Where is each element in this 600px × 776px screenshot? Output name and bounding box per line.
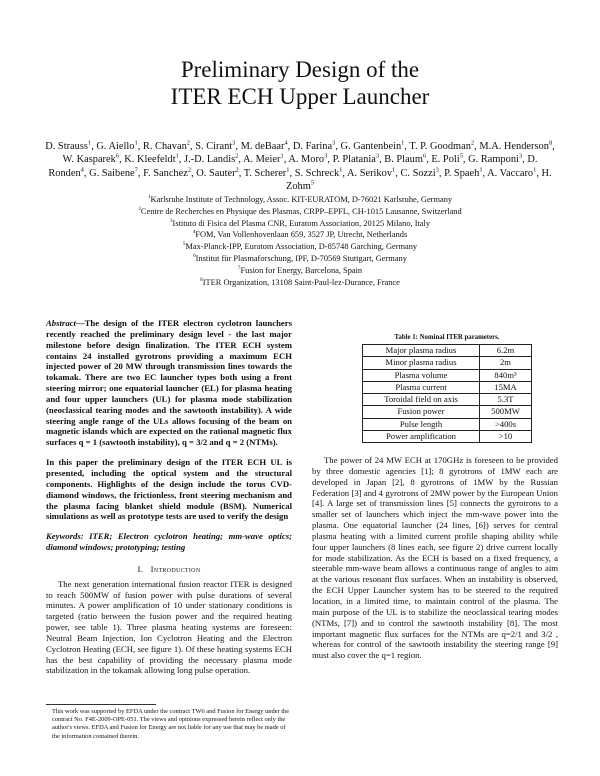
- author-affiliation-mark: 3: [518, 152, 523, 160]
- author-affiliation-mark: 1: [479, 166, 483, 174]
- affiliation-line: [40, 206, 560, 218]
- affiliation-text: Istituto di Fisica del Plasma CNR, Euratom Association, 20125 Milano, Italy: [172, 218, 431, 228]
- author-affiliation-mark: 5: [459, 152, 463, 160]
- parameter-label: Toroidal field on axis: [363, 394, 480, 406]
- author-affiliation-mark: 1: [392, 166, 396, 174]
- author-affiliation-mark: 1: [286, 166, 290, 174]
- author-name: A. Serikov: [347, 167, 393, 179]
- author-name: P. Platania: [332, 154, 376, 166]
- parameter-label: Plasma volume: [363, 369, 480, 381]
- author-name: D. Farina: [292, 141, 333, 152]
- affiliation-mark: 6: [193, 253, 196, 260]
- author-affiliation-mark: 1: [134, 139, 138, 147]
- author-affiliation-mark: 1: [339, 166, 343, 174]
- parameter-label: Major plasma radius: [363, 345, 480, 357]
- author-name: M.A. Henderson: [479, 141, 549, 152]
- affiliation-line: [40, 194, 560, 206]
- parameter-value: 500MW: [480, 406, 532, 418]
- author-affiliation-mark: 2: [187, 166, 192, 174]
- author-affiliation-mark: 7: [134, 166, 138, 174]
- affiliation-mark: 1: [147, 194, 151, 201]
- parameter-label: Power amplification: [363, 431, 480, 443]
- summary-paragraph: In this paper the preliminary design of the ITER ECH UL is presented, including the optical system and the structural components. Highlights of the design include the torus CVD-diamond windows, the frictionless, front steering mechanism and the plasma facing blanket shield module (BSM). Numerical simulations as well as prototype tests are used to verify the design: [46, 457, 292, 522]
- author-name: A. Moro: [288, 154, 325, 166]
- table-caption: Table 1: Nominal ITER parameters.: [394, 334, 500, 341]
- section-heading-introduction: [46, 564, 292, 575]
- title-line-2: ITER ECH Upper Launcher: [170, 84, 430, 109]
- table-row: [363, 394, 532, 406]
- author-name: M. deBaar: [240, 141, 285, 152]
- affiliation-text: Centre de Recherches en Physique des Plasmas, CRPP–EPFL, CH-1015 Lausanne, Switzerland: [140, 206, 462, 216]
- section-numeral: I.: [137, 563, 144, 574]
- affiliation-mark: 4: [192, 229, 196, 236]
- affiliation-mark: 2: [138, 206, 141, 212]
- affiliation-text: Fusion for Energy, Barcelona, Spain: [240, 265, 363, 275]
- author-affiliation-mark: 1: [533, 166, 537, 174]
- author-affiliation-mark: 3: [232, 139, 236, 147]
- table-row: [363, 418, 532, 430]
- parameter-value: 5.3T: [480, 394, 532, 406]
- affiliation-text: Institut für Plasmaforschung, IPF, D-70569 Stuttgart, Germany: [195, 253, 407, 263]
- author-affiliation-mark: 4: [80, 166, 84, 174]
- author-affiliation-mark: 2: [186, 139, 191, 147]
- author-name: O. Sauter: [196, 167, 236, 179]
- abstract-text: The design of the ITER electron cyclotron launchers recently reached the preliminary design level - the last major milestone before design finalization. The ITER ECH system contains 24 installed gyrotrons providing a maximum ECH injected power of 20 MW through transmission lines towards the tokamak. There are two EC launcher types both using a front steering mirror; one equatorial launcher (EL) for plasma heating and four upper launchers (UL) for plasma mode stabilization (neoclassical tearing modes and the sawtooth instability). A wide steering angle range of the ULs allows focusing of the beam on magnetic islands which are expected on the rational magnetic flux surfaces q = 1 (sawtooth instability), q = 3/2 and q = 2 (NTMs).: [46, 318, 292, 448]
- author-affiliation-mark: 1: [401, 139, 405, 147]
- affiliation-line: [40, 218, 560, 230]
- author-affiliation-mark: 1: [87, 139, 92, 147]
- parameter-value: 2m: [480, 357, 532, 369]
- author-affiliation-mark: 5: [310, 179, 315, 187]
- author-name: W. Kasparek: [62, 154, 116, 166]
- parameter-label: Plasma current: [363, 381, 480, 393]
- author-affiliation-mark: 2: [235, 152, 239, 160]
- right-column: [312, 455, 558, 661]
- affiliation-line: [40, 229, 560, 241]
- affiliation-mark: 8: [200, 276, 203, 283]
- affiliation-text: Max-Planck-IPP, Euratom Association, D-85748 Garching, Germany: [185, 242, 418, 252]
- paper-title: [0, 56, 600, 110]
- author-name: T. Scherer: [243, 167, 287, 179]
- author-name: F. Sanchez: [143, 167, 188, 179]
- author-affiliation-mark: 2: [235, 166, 239, 174]
- affiliation-line: [40, 241, 560, 253]
- author-name: P. Spaeh: [444, 167, 480, 179]
- footnote-divider: [46, 704, 156, 705]
- table-row: [363, 357, 532, 369]
- parameter-value: >10: [480, 431, 532, 443]
- affiliation-text: FOM, Van Vollenhovenlaan 659, 3527 JP, Utrecht, Netherlands: [195, 230, 408, 240]
- author-affiliation-mark: 3: [435, 166, 439, 174]
- author-name: A. Meier: [242, 154, 281, 166]
- parameter-value: 15MA: [480, 381, 532, 393]
- parameter-value: >400s: [480, 418, 532, 430]
- author-name: K. Kleefeldt: [124, 154, 176, 166]
- author-name: S. Schreck: [294, 167, 340, 179]
- affiliation-mark: 7: [237, 264, 241, 271]
- author-affiliation-mark: 3: [332, 139, 336, 147]
- author-name: R. Chavan: [142, 141, 187, 152]
- author-affiliation-mark: 3: [375, 152, 380, 160]
- table-row: [363, 381, 532, 393]
- author-list: D. Strauss$^1$, G. Aiello$^1$, R. Chavan$^2$, S. Cirant$^3$, M. deBaar$^4$, D. Farina$^3$, G. Gantenbein$^1$, T. P. Goodman$^2$, M.A. Henderson$^8$, W. Kasparek$^6$, K. Kleefeldt$^1$, J.-D. Landis$^2$, A. Meier$^1$, A. Moro$^3$, P. Platania$^3$, B. Plaum$^6$, E. Poli$^5$, G. Ramponi$^3$, D. Ronden$^4$, G. Saibene$^7$, F. Sanchez$^2$, O. Sauter$^2$, T. Scherer$^1$, S. Schreck$^1$, A. Serikov$^1$, C. Sozzi$^3$, P. Spaeh$^1$, A. Vaccaro$^1$, H. Zohm$^5$: [45, 139, 555, 192]
- title-line-1: Preliminary Design of the: [180, 57, 420, 82]
- author-affiliation-mark: 6: [422, 152, 427, 160]
- author-name: S. Cirant: [195, 141, 233, 152]
- footnote: This work was supported by EFDA under the contract TW6 and Fusion for Energy under the contract No. F4E-2009-OPE-051. The views and opinions expressed herein reflect only the author's views. EFDA and Fusion for Energy are not liable for any use that may be made of the information contained therein.: [52, 708, 290, 740]
- parameter-label: Minor plasma radius: [363, 357, 480, 369]
- author-name: G. Aiello: [96, 141, 135, 152]
- table-row: [363, 369, 532, 381]
- keywords: Keywords: ITER; Electron cyclotron heating; mm-wave optics; diamond windows; prototyping; testing: [46, 531, 292, 553]
- author-name: A. Vaccaro: [487, 167, 534, 179]
- parameter-label: Fusion power: [363, 406, 480, 418]
- affiliation-line: [40, 277, 560, 289]
- author-name: G. Gantenbein: [340, 141, 402, 152]
- author-affiliation-mark: 2: [470, 139, 475, 147]
- author-affiliation-mark: 1: [175, 152, 179, 160]
- affiliation-text: Karlsruhe Institute of Technology, Assoc. KIT-EURATOM, D-76021 Karlsruhe, Germany: [150, 195, 453, 204]
- author-name: D. Strauss: [45, 141, 88, 152]
- author-name: J.-D. Landis: [184, 154, 236, 166]
- author-affiliation-mark: 8: [548, 139, 553, 147]
- parameters-table: [362, 344, 532, 443]
- author-name: G. Ramponi: [468, 154, 519, 166]
- author-name: E. Poli: [431, 154, 460, 166]
- abstract: [46, 318, 292, 448]
- affiliation-mark: 3: [169, 217, 173, 224]
- author-affiliation-mark: 1: [280, 152, 284, 160]
- affiliation-text: ITER Organization, 13108 Saint-Paul-lez-Durance, France: [202, 277, 400, 287]
- parameter-value: 840m³: [480, 369, 532, 381]
- author-name: D. Ronden: [48, 154, 538, 179]
- affiliation-line: [40, 265, 560, 277]
- left-column: [46, 318, 292, 676]
- parameter-label: Pulse length: [363, 418, 480, 430]
- author-name: T. P. Goodman: [409, 141, 471, 152]
- parameters-table-block: [362, 334, 532, 443]
- author-affiliation-mark: 3: [324, 152, 328, 160]
- author-affiliation-mark: 4: [284, 139, 288, 147]
- table-row: [363, 345, 532, 357]
- table-row: [363, 431, 532, 443]
- affiliation-mark: 5: [182, 241, 186, 248]
- parameter-value: 6.2m: [480, 345, 532, 357]
- right-column-paragraph: The power of 24 MW ECH at 170GHz is foreseen to be provided by three domestic agencies [1]; 8 gyrotrons of 1MW each are developed in Japan [2], 8 gyrotrons of 1MW by the Russian Federation [3] and 4 gyrotrons of 2MW power by the European Union [4]. A large set of transmission lines [5] connects the gyrotrons to a smaller set of launchers which inject the mm-wave power into the plasma. One equatorial launcher (24 lines, [6]) serves for central plasma heating with a limited current profile shaping ability while four upper launchers (8 lines each, see figure 2) drive current locally for mode stabilization. As the ECH is based on a fixed frequency, a steerable mm-wave beam allows a continuous range of angles to aim at the various resonant flux surfaces. When an instability is observed, the ECH Upper Launcher system has to be steered to the required location, in a limited time, to maintain control of the plasma. The main purpose of the UL is to stabilize the neoclassical tearing modes (NTMs, [7]) and to control the sawtooth instability [8]. The most important magnetic flux surfaces for the NTMs are q=2/1 and 3/2 , whereas for control of the sawtooth instability the steering range [9] must also cover the q=1 region.: [312, 455, 558, 661]
- author-name: G. Saibene: [89, 167, 135, 179]
- section-title: Introduction: [150, 563, 201, 574]
- affiliation-line: [40, 253, 560, 265]
- introduction-paragraph: The next generation international fusion reactor ITER is designed to reach 500MW of fusion power with pulse durations of several minutes. A power amplification of 10 under stationary conditions is targeted (ratio between the fusion power and the required heating power, see table 1). Three plasma heating systems are foreseen: Neutral Beam Injection, Ion Cyclotron Heating and the Electron Cyclotron Heating (ECH, see figure 1). Of these heating systems ECH has the best capability of providing the necessary plasma mode stabilization in the tokamak allowing long pulse operation.: [46, 578, 292, 676]
- abstract-lead: Abstract—: [46, 318, 85, 328]
- author-affiliation-mark: 6: [115, 152, 120, 160]
- author-name: C. Sozzi: [400, 167, 436, 179]
- table-row: [363, 406, 532, 418]
- affiliation-list: [40, 194, 560, 288]
- author-name: H. Zohm: [285, 167, 552, 192]
- author-name: B. Plaum: [384, 154, 423, 166]
